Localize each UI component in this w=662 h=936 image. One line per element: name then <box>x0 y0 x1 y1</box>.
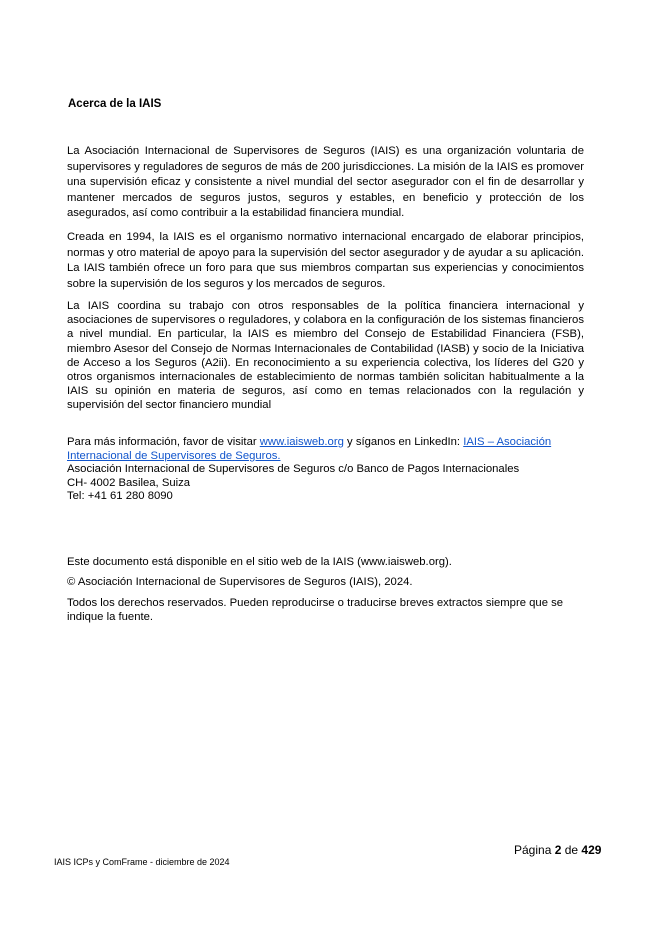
about-paragraph-mission: La Asociación Internacional de Supervisores de Seguros (IAIS) es una organización voluntaria de supervisores y reguladores de seguros de más de 200 jurisdicciones. La misión de la IAIS es promover una supervisión eficaz y consistente a nivel mundial del sector asegurador con el fin de desarrollar y mantener mercados de seguros justos, seguros y estables, en beneficio y protección de los asegurados, así como contribuir a la estabilidad financiera mundial. <box>67 145 584 220</box>
copyright-notice: © Asociación Internacional de Supervisores de Seguros (IAIS), 2024. <box>67 576 413 589</box>
page-number-current: 2 <box>554 843 562 857</box>
page-number-label: Página <box>514 843 555 857</box>
contact-block <box>67 436 587 504</box>
address-organization: Asociación Internacional de Supervisores de Seguros c/o Banco de Pagos Internacionales <box>67 463 520 476</box>
about-paragraph-history: Creada en 1994, la IAIS es el organismo normativo internacional encargado de elaborar principios, normas y otro material de apoyo para la supervisión del sector asegurador y de ayudar a su aplicación. La IAIS también ofrece un foro para que sus miembros compartan sus experiencias y conocimientos sobre la supervisión de los seguros y los mercados de seguros. <box>67 231 584 290</box>
rights-notice: Todos los derechos reservados. Pueden reproducirse o traducirse breves extractos siempre que se indique la fuente. <box>67 596 564 624</box>
address-city: CH- 4002 Basilea, Suiza <box>67 476 191 489</box>
contact-linkedin-line <box>67 450 587 464</box>
page-number-total: 429 <box>581 843 602 857</box>
linkedin-link-part-1[interactable]: IAIS – Asociación <box>463 436 552 448</box>
contact-follow-text: y síganos en LinkedIn: <box>343 436 464 448</box>
availability-notice: Este documento está disponible en el sitio web de la IAIS (www.iaisweb.org). <box>67 556 452 568</box>
about-paragraph-coordination: La IAIS coordina su trabajo con otros responsables de la política financiera internacional y asociaciones de supervisores o reguladores, y colabora en la configuración de los sistemas financieros a nivel mundial. En particular, la IAIS es miembro del Consejo de Estabilidad Financiera (FSB), miembro Asesor del Consejo de Normas Internacionales de Contabilidad (IASB) y socio de la Iniciativa de Acceso a los Seguros (A2ii). En reconocimiento a su experiencia colectiva, los líderes del G20 y otros organismos internacionales de establecimiento de normas también solicitan habitualmente a la IAIS su opinión en materia de seguros, así como en temas relacionados con la regulación y supervisión del sector financiero mundial <box>67 300 584 412</box>
phone-number: Tel: +41 61 280 8090 <box>67 490 173 503</box>
contact-links-line <box>67 436 587 450</box>
section-heading: Acerca de la IAIS <box>68 98 162 110</box>
page-number-of: de <box>561 843 582 857</box>
website-link[interactable]: www.iaisweb.org <box>259 436 344 448</box>
contact-intro-text: Para más información, favor de visitar <box>67 436 260 448</box>
page-number <box>514 843 601 857</box>
legal-notice <box>67 555 587 631</box>
linkedin-link-part-2[interactable]: Internacional de Supervisores de Seguros. <box>67 449 281 462</box>
running-footer: IAIS ICPs y ComFrame - diciembre de 2024 <box>54 857 230 867</box>
